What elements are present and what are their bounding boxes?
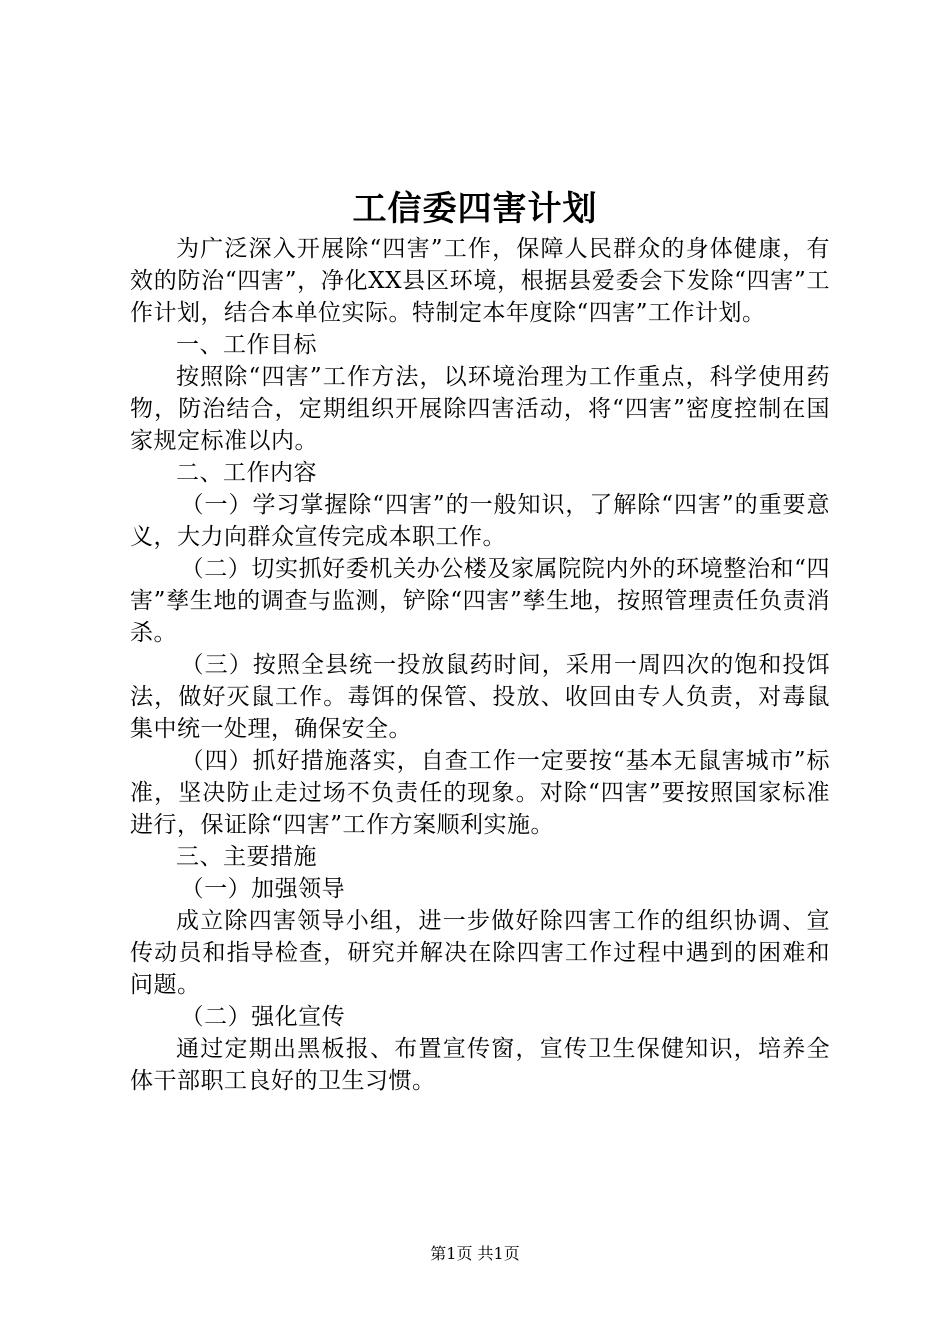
section-heading-goals: 一、工作目标: [176, 332, 317, 358]
content-item-2: （二）切实抓好委机关办公楼及家属院院内外的环境整治和“四害”孳生地的调查与监测，铲除“四害”孳生地，按照管理责任负责消杀。: [130, 556, 830, 646]
section-heading-content: 二、工作内容: [176, 460, 317, 486]
content-item-1: （一）学习掌握除“四害”的一般知识，了解除“四害”的重要意义，大力向群众宣传完成本职工作。: [130, 492, 830, 550]
document-title: 工信委四害计划: [352, 189, 598, 229]
measure-heading-publicity: （二）强化宣传: [180, 1004, 346, 1030]
leadership-paragraph: 成立除四害领导小组，进一步做好除四害工作的组织协调、宣传动员和指导检查，研究并解决在除四害工作过程中遇到的困难和问题。: [130, 908, 830, 998]
goals-paragraph: 按照除“四害”工作方法，以环境治理为工作重点，科学使用药物，防治结合，定期组织开展除四害活动，将“四害”密度控制在国家规定标准以内。: [130, 364, 830, 454]
document-body: [130, 233, 830, 1097]
content-item-4: （四）抓好措施落实，自查工作一定要按“基本无鼠害城市”标准，坚决防止走过场不负责任的现象。对除“四害”要按照国家标准进行，保证除“四害”工作方案顺利实施。: [130, 748, 830, 838]
measure-heading-leadership: （一）加强领导: [180, 876, 346, 902]
content-item-3: （三）按照全县统一投放鼠药时间，采用一周四次的饱和投饵法，做好灭鼠工作。毒饵的保管、投放、收回由专人负责，对毒鼠集中统一处理，确保安全。: [130, 652, 830, 742]
section-heading-measures: 三、主要措施: [176, 844, 317, 870]
intro-paragraph: 为广泛深入开展除“四害”工作，保障人民群众的身体健康，有效的防治“四害”，净化XX县区环境，根据县爱委会下发除“四害”工作计划，结合本单位实际。特制定本年度除“四害”工作计划。: [130, 236, 831, 326]
page-footer: 第1页 共1页: [430, 1244, 520, 1263]
publicity-paragraph: 通过定期出黑板报、布置宣传窗，宣传卫生保健知识，培养全体干部职工良好的卫生习惯。: [130, 1036, 830, 1094]
